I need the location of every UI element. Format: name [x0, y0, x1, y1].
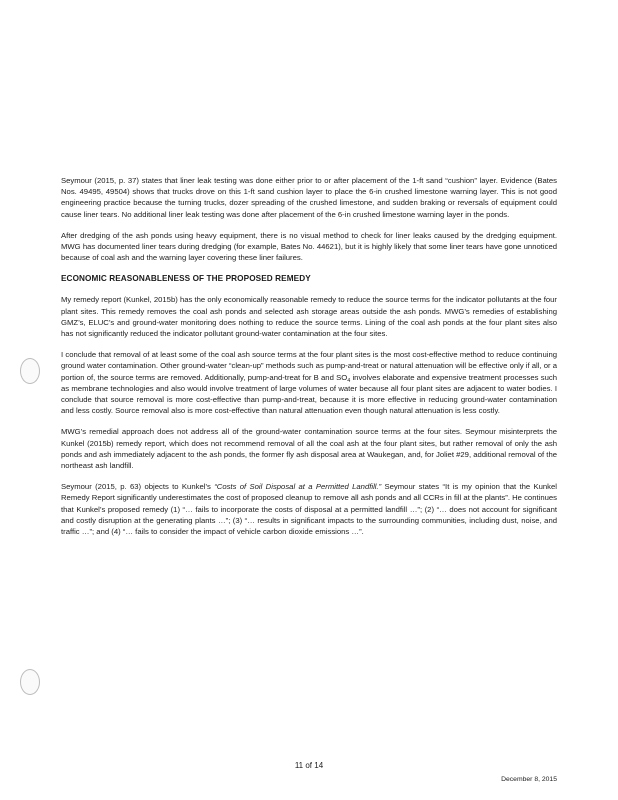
italic-title: “Costs of Soil Disposal at a Permitted Landfill.” — [214, 482, 382, 492]
punch-hole — [20, 358, 40, 384]
paragraph-dredging: After dredging of the ash ponds using heavy equipment, there is no visual method to check for liner leaks caused by the dredging equipment. MWG has documented liner tears during dredging (for example, Bates No. 44621), but it is highly likely that some liner tears have gone unnoticed because of coal ash and the warning layer covering these liner failures. — [61, 230, 557, 263]
punch-hole — [20, 669, 40, 695]
paragraph-liner-leak-testing: Seymour (2015, p. 37) states that liner leak testing was done either prior to or after placement of the 1-ft sand “cushion” layer. Evidence (Bates Nos. 49495, 49504) shows that trucks drove on this 1-ft sand cushion layer to place the 6-in crushed limestone warning layer. This is not good engineering practice because the turning trucks, dozer spreading of the crushed limestone, and sudden braking or reversals of equipment could cause liner tears. No additional liner leak testing was done after placement of the 6-in crushed limestone warning layer in the ponds. — [61, 176, 557, 219]
subscript: 4 — [347, 377, 351, 384]
paragraph-text: involves elaborate and expensive treatment processes such as membrane technologies and also would involve treatment of large volumes of water because all four plant sites are adjacent to water bodies. I conclude that source removal is more cost-effective than pump-and-treat, because it is more effective in reducing ground-water contamination and less costly. Source removal also is more cost-effective than natural attenuation even though natural attenuation is less costly. — [61, 372, 557, 416]
paragraph-text: I conclude that removal of at least some of the coal ash source terms at the four plant sites is the most cost-effective method to reduce continuing ground water contamination. Other ground-water “clean-up” methods such as pump-and-treat or natural attenuation will be effective only if all, or a portion of, the source terms are removed. Additionally, pump-and-treat for B and SO — [61, 350, 557, 382]
paragraph-text: Seymour (2015, p. 63) objects to Kunkel’s — [61, 482, 215, 492]
footer-date: December 8, 2015 — [501, 776, 557, 783]
page-number: 11 of 14 — [294, 761, 324, 770]
paragraph-text: Seymour states “It is my opinion that the Kunkel Remedy Report significantly underestimates the cost of proposed cleanup to remove all ash ponds and all CCRs in fill at the plants”. He continues that Kunkel’s proposed remedy (1) “… fails to incorporate the costs of disposal at a permitted landfill …”; (2) “… does not account for significant and costly disruption at the generating plants …”; (3) “… results in significant impacts to the surrounding communities, including dust, noise, and traffic …”; and (4) “… fails to consider the impact of vehicle carbon dioxide emissions …”. — [61, 482, 558, 537]
document-body — [61, 175, 557, 547]
section-heading: ECONOMIC REASONABLENESS OF THE PROPOSED REMEDY — [61, 274, 311, 284]
paragraph-remedial-approach: MWG’s remedial approach does not address all of the ground-water contamination source terms at the four sites. Seymour misinterprets the Kunkel (2015b) remedy report, which does not recommend removal of all the coal ash at the four plant sites, but rather removal of only the ash ponds and ash immediately adjacent to the ash ponds, the former fly ash disposal area at Waukegan, and, for Joliet #29, additional removal of the northeast ash landfill. — [61, 427, 557, 471]
paragraph-seymour-objection — [61, 481, 557, 537]
paragraph-remedy-report: My remedy report (Kunkel, 2015b) has the only economically reasonable remedy to reduce the source terms for the indicator pollutants at the four plant sites. This remedy removes the coal ash ponds and selected ash storage areas outside the ash ponds. MWG’s remedies of establishing GMZ’s, ELUC’s and ground-water monitoring does nothing to reduce the source terms. Lining of the coal ash ponds at the four plant sites also has not significantly reduced the indicator pollutant ground-water contamination at the four sites. — [61, 295, 557, 339]
paragraph-source-removal — [61, 349, 557, 416]
